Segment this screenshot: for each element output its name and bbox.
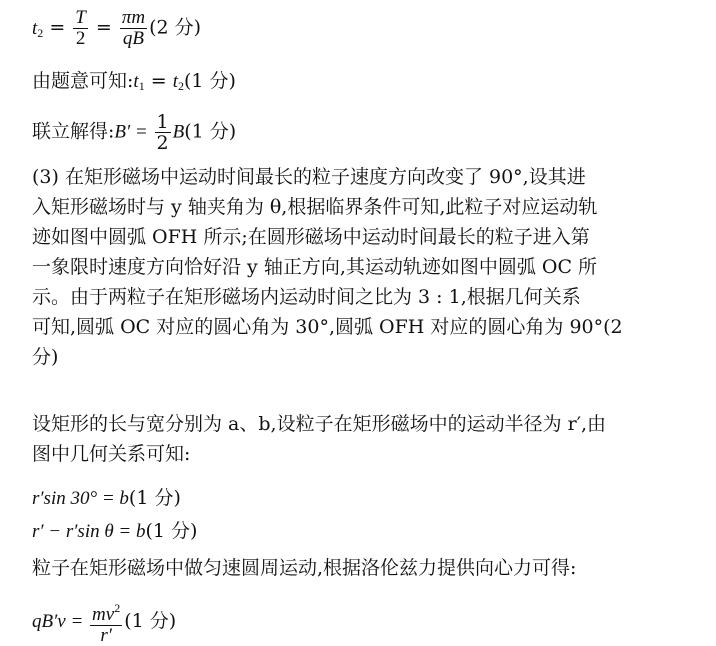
score-note: (1 分) [184,120,237,143]
score-note: (1 分) [183,70,236,92]
equation-sin30: r′sin 30° = b(1 分) [32,487,181,509]
paragraph-rectangle: 设矩形的长与宽分别为 a、b,设粒子在矩形磁场中的运动半径为 r′,由 图中几何关系可知: [32,413,607,465]
condition-line: 由题意可知$:t_1 = t_2(1$ 分) [32,70,236,93]
score-note: (2 分) [149,16,202,39]
solution-line: 联立解得:B′ = $\frac{1}{2}$ B(1 分) [32,111,237,154]
t2-symbol: $t_2$ [32,17,44,40]
fraction-mv2-over-r: $\frac{mv^2}{r'}$ [92,601,121,646]
paragraph-part3: (3) 在矩形磁场中运动时间最长的粒子速度方向改变了 90°,设其进 入矩形磁场时与 y 轴夹角为 θ,根据临界条件可知,此粒子对应运动轨 迹如图中圆弧 OFH 所示;在圆形磁场中运动时间最长的粒子进入第 一象限时速度方向恰好沿 y 轴正方向,其运动轨迹如图中圆弧 OC 所 示。由于两粒子在矩形磁场内运动时间之比为 3 : 1,根据几何关系 可知,圆弧 OC 对应的圆心角为 30°,圆弧 OFH 对应的圆心角为 90°(2 分) [32,166,623,368]
score-note: (1 分) [128,487,181,509]
fraction-pim-over-qB: $\frac{\pi m}{qB}$ [121,7,146,49]
fraction-T-over-2: $\frac{T}{2}$ [75,7,86,49]
fraction-one-half: $\frac{1}{2}$ [156,111,169,154]
equation-sintheta: r′ − r′sin θ = b(1 分) [32,520,198,542]
equation-t2: $t_2$ = $\frac{T}{2}$ = $\frac{\pi m}{qB}$ (2 分) [32,7,202,49]
score-note: (1 分) [124,610,177,632]
equation-lorentz: qB′v = $\frac{mv^2}{r'}$ (1 分) [32,598,176,646]
paragraph-lorentz: 粒子在矩形磁场中做匀速圆周运动,根据洛伦兹力提供向心力可得: [32,557,577,579]
score-note: (1 分) [145,520,198,542]
